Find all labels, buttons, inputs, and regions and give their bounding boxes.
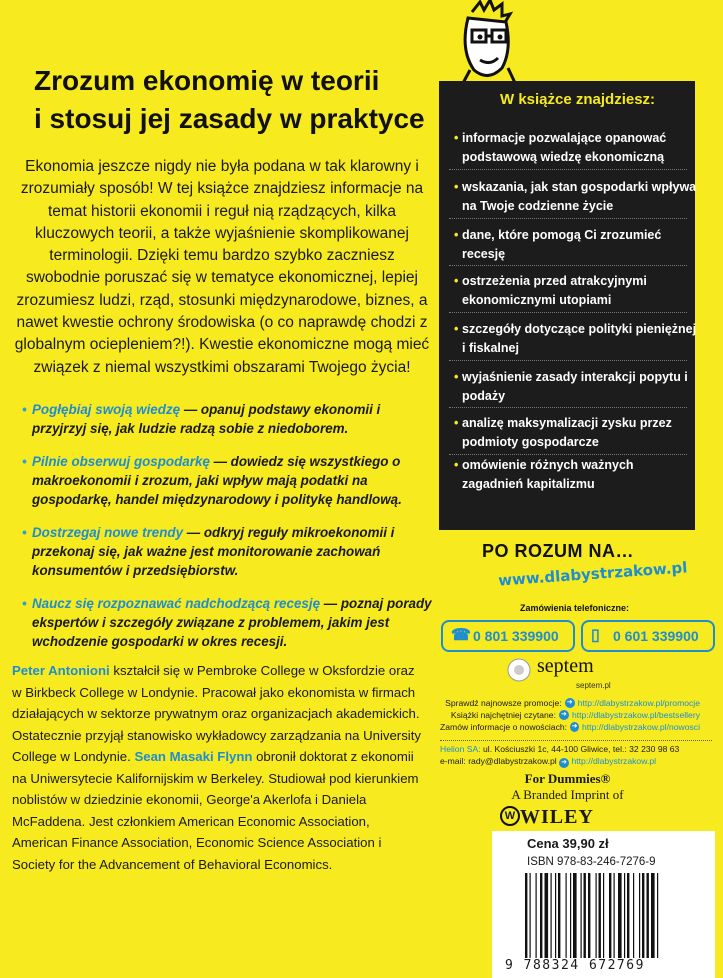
panel-item-text: szczegóły dotyczące polityki pieniężnej i fiskalnej: [462, 322, 697, 355]
phone-number: 0 601 339900: [613, 628, 699, 644]
panel-item-text: omówienie różnych ważnych zagadnień kapitalizmu: [462, 458, 634, 491]
bullet-key: Dostrzegaj nowe trendy: [32, 525, 184, 540]
isbn: ISBN 978-83-246-7276-9: [527, 856, 656, 868]
author-bio: [12, 660, 427, 875]
divider: [449, 360, 687, 361]
email-address[interactable]: rady@dlabystrzakow.pl: [468, 756, 557, 766]
barcode-bar: [647, 873, 649, 958]
panel-item: [454, 320, 698, 357]
barcode-bar: [627, 873, 629, 958]
price: Cena 39,90 zł: [527, 836, 609, 851]
wiley-logo-icon: W: [500, 806, 520, 826]
bullet-dot-icon: •: [454, 180, 459, 194]
publisher-address: [440, 740, 712, 768]
bullet-dot-icon: •: [454, 131, 459, 145]
feature-bullet: [22, 452, 432, 509]
bullet-dot-icon: •: [22, 525, 27, 540]
phone-box-2[interactable]: [581, 620, 715, 652]
barcode-bar: [551, 873, 552, 958]
divider: [449, 169, 687, 170]
panel-item: [454, 456, 698, 493]
link-url[interactable]: http://dlabystrzakow.pl/promocje: [577, 698, 700, 708]
phone-icon: ☎: [451, 627, 471, 644]
barcode-bar: [570, 873, 571, 958]
phone-orders-label: Zamówienia telefoniczne:: [520, 603, 630, 613]
link-label: Książki najchętniej czytane:: [450, 710, 556, 720]
headline-line-2: i stosuj jej zasady w praktyce: [34, 103, 425, 134]
email-url[interactable]: http://dlabystrzakow.pl: [571, 756, 657, 766]
barcode-icon: [525, 873, 695, 958]
bullet-key: Pilnie obserwuj gospodarkę: [32, 454, 210, 469]
bullet-dot-icon: •: [22, 454, 27, 469]
barcode-bar: [525, 873, 527, 958]
contents-panel-title: W książce znajdziesz:: [500, 91, 656, 108]
panel-item-text: wskazania, jak stan gospodarki wpływa na Twoje codzienne życie: [462, 180, 697, 213]
feature-bullet: [22, 400, 432, 438]
publisher-logo: septem: [537, 655, 594, 677]
bullet-dot-icon: •: [454, 228, 459, 242]
publisher-site: septem.pl: [576, 681, 611, 690]
arrow-icon: ➜: [559, 710, 569, 720]
bullet-dot-icon: •: [454, 370, 459, 384]
panel-item-text: dane, które pomogą Ci zrozumieć recesję: [462, 228, 662, 261]
dummies-mascot-illustration: [440, 0, 530, 85]
panel-item: [454, 226, 698, 263]
imprint-line-2: A Branded Imprint of: [511, 787, 624, 802]
bullet-dot-icon: •: [454, 416, 459, 430]
bullet-text: — odkryj reguły mikroekonomii i przekonaj się, jak ważne jest monitorowanie zachowań konsumentów i przedsiębiorstw.: [32, 525, 395, 578]
barcode-bar: [614, 873, 615, 958]
arrow-icon: ➜: [559, 758, 569, 768]
bullet-dot-icon: •: [22, 402, 27, 417]
barcode-bar: [624, 873, 625, 958]
bullet-dot-icon: •: [454, 274, 459, 288]
author-text-2: obronił doktorat z ekonomii na Uniwersytecie Kalifornijskim w Berkeley. Studiował pod kierunkiem noblistów w dziedzinie ekonomii, George'a Akerlofa i Daniela McFaddena. Jest członkiem American Economic Association, American Finance Association, Economic Science Association i Society for the Advancement of Behavioral Economics.: [12, 749, 419, 872]
link-row: [440, 721, 700, 733]
barcode-bar: [566, 873, 567, 958]
divider: [449, 312, 687, 313]
company-name: Helion SA:: [440, 744, 481, 754]
address-line: [440, 743, 712, 755]
link-url[interactable]: http://dlabystrzakow.pl/bestsellery: [571, 710, 700, 720]
barcode-bar: [555, 873, 556, 958]
imprint: [440, 771, 695, 803]
divider: [449, 407, 687, 408]
panel-item: [454, 368, 698, 405]
arrow-icon: ➜: [571, 723, 578, 730]
bullet-text: — poznaj porady ekspertów i szczegóły związane z problemem, jakim jest wchodzenie gospodarki w okres recesji.: [32, 596, 432, 649]
panel-item: [454, 129, 698, 166]
bullet-key: Naucz się rozpoznawać nadchodzącą recesję: [32, 596, 321, 611]
imprint-brand: For Dummies®: [524, 771, 611, 786]
barcode-bar: [603, 873, 604, 958]
barcode-bar: [651, 873, 655, 958]
panel-item: [454, 178, 698, 215]
barcode-bar: [540, 873, 542, 958]
bullet-text: — opanuj podstawy ekonomii i przyjrzyj się, jak ludzie radzą sobie z niedoborem.: [32, 402, 381, 436]
barcode-bar: [642, 873, 644, 958]
divider: [449, 265, 687, 266]
divider: [449, 218, 687, 219]
slogan: PO ROZUM NA…: [482, 541, 634, 561]
bullet-dot-icon: •: [454, 322, 459, 336]
bullet-dot-icon: •: [22, 596, 27, 611]
panel-item-text: analizę maksymalizacji zysku przez podmioty gospodarcze: [462, 416, 672, 449]
barcode-bar: [599, 873, 601, 958]
headline-line-1: Zrozum ekonomię w teorii: [34, 65, 380, 96]
panel-item: [454, 272, 698, 309]
link-row: [440, 709, 700, 721]
barcode-bar: [588, 873, 590, 958]
email-line: [440, 755, 712, 768]
bullet-text: — dowiedz się wszystkiego o makroekonomii i zrozum, jaki wpływ mają podatki na gospodarkę, handel międzynarodowy i politykę handlową.: [32, 454, 402, 507]
author-name-2: Sean Masaki Flynn: [134, 749, 253, 764]
website-link[interactable]: www.dlabystrzakow.pl: [497, 558, 688, 590]
barcode-bar: [618, 873, 622, 958]
bullet-key: Pogłębiaj swoją wiedzę: [32, 402, 181, 417]
panel-item-text: informacje pozwalające opanować podstawową wiedzę ekonomiczną: [462, 131, 667, 164]
author-name-1: Peter Antonioni: [12, 663, 110, 678]
barcode-bar: [609, 873, 611, 958]
barcode-bar: [558, 873, 560, 958]
feature-bullet: [22, 523, 432, 580]
barcode-bar: [573, 873, 577, 958]
feature-bullet: [22, 594, 432, 651]
phone-box-1[interactable]: [441, 620, 575, 652]
wiley-brand: WILEY: [520, 806, 594, 828]
barcode-bar: [581, 873, 582, 958]
septem-logo-icon: [506, 657, 532, 683]
link-row: [440, 697, 700, 709]
barcode-bar: [584, 873, 586, 958]
intro-paragraph: Ekonomia jeszcze nigdy nie była podana w tak klarowny i zrozumiały sposób! W tej książce znajdziesz informacje na temat historii ekonomii i reguł nią rządzących, kilka kluczowych teorii, a także wyjaśnienie skomplikowanej terminologii. Dzięki temu bardzo szybko zaczniesz swobodnie poruszać się w tematyce ekonomicznej, lepiej zrozumiesz ludzi, rząd, stosunki międzynarodowe, biznes, a nawet kwestie ochrony środowiska (o co naprawdę chodzi z globalnym ociepleniem?!). Kwestie ekonomiczne mogą mieć związek z niemal wszystkimi obszarami Twojego życia!: [14, 158, 430, 376]
phone-number: 0 801 339900: [473, 628, 559, 644]
link-label: Sprawdź najnowsze promocje:: [445, 698, 562, 708]
barcode-bar: [530, 873, 531, 958]
imprint-line-1: [440, 771, 695, 787]
panel-item: [454, 414, 698, 451]
panel-item-text: wyjaśnienie zasady interakcji popytu i podaży: [462, 370, 688, 403]
barcode-bar: [536, 873, 537, 958]
panel-item-text: ostrzeżenia przed atrakcyjnymi ekonomicznymi utopiami: [462, 274, 647, 307]
address-text: ul. Kościuszki 1c, 44-100 Gliwice, tel.: 32 230 98 63: [483, 744, 680, 754]
author-text-1: kształcił się w Pembroke College w Oksfordzie oraz w Birkbeck College w Londynie. Pracował jako ekonomista w firmach działających w sektorze prywatnym oraz organizacjach akademickich. Ostatecznie przyjął stanowisko wykładowcy zarządzania na University College w Londynie.: [12, 663, 421, 764]
headline: [34, 62, 434, 138]
bullet-dot-icon: •: [454, 458, 459, 472]
publisher-links: [440, 697, 700, 733]
barcode-bar: [657, 873, 658, 958]
link-url[interactable]: http://dlabystrzakow.pl/nowosci: [582, 722, 700, 732]
link-label: Zamów informacje o nowościach:: [440, 722, 568, 732]
divider: [449, 454, 687, 455]
barcode-bar: [545, 873, 549, 958]
arrow-icon: ➜: [565, 698, 575, 708]
barcode-number: 9 788324 672769: [505, 958, 645, 973]
feature-bullets: [22, 400, 432, 665]
email-label: e-mail:: [440, 756, 466, 766]
barcode-bar: [633, 873, 634, 958]
barcode-bar: [639, 873, 640, 958]
barcode-bar: [596, 873, 597, 958]
mobile-phone-icon: ▯: [591, 627, 600, 644]
